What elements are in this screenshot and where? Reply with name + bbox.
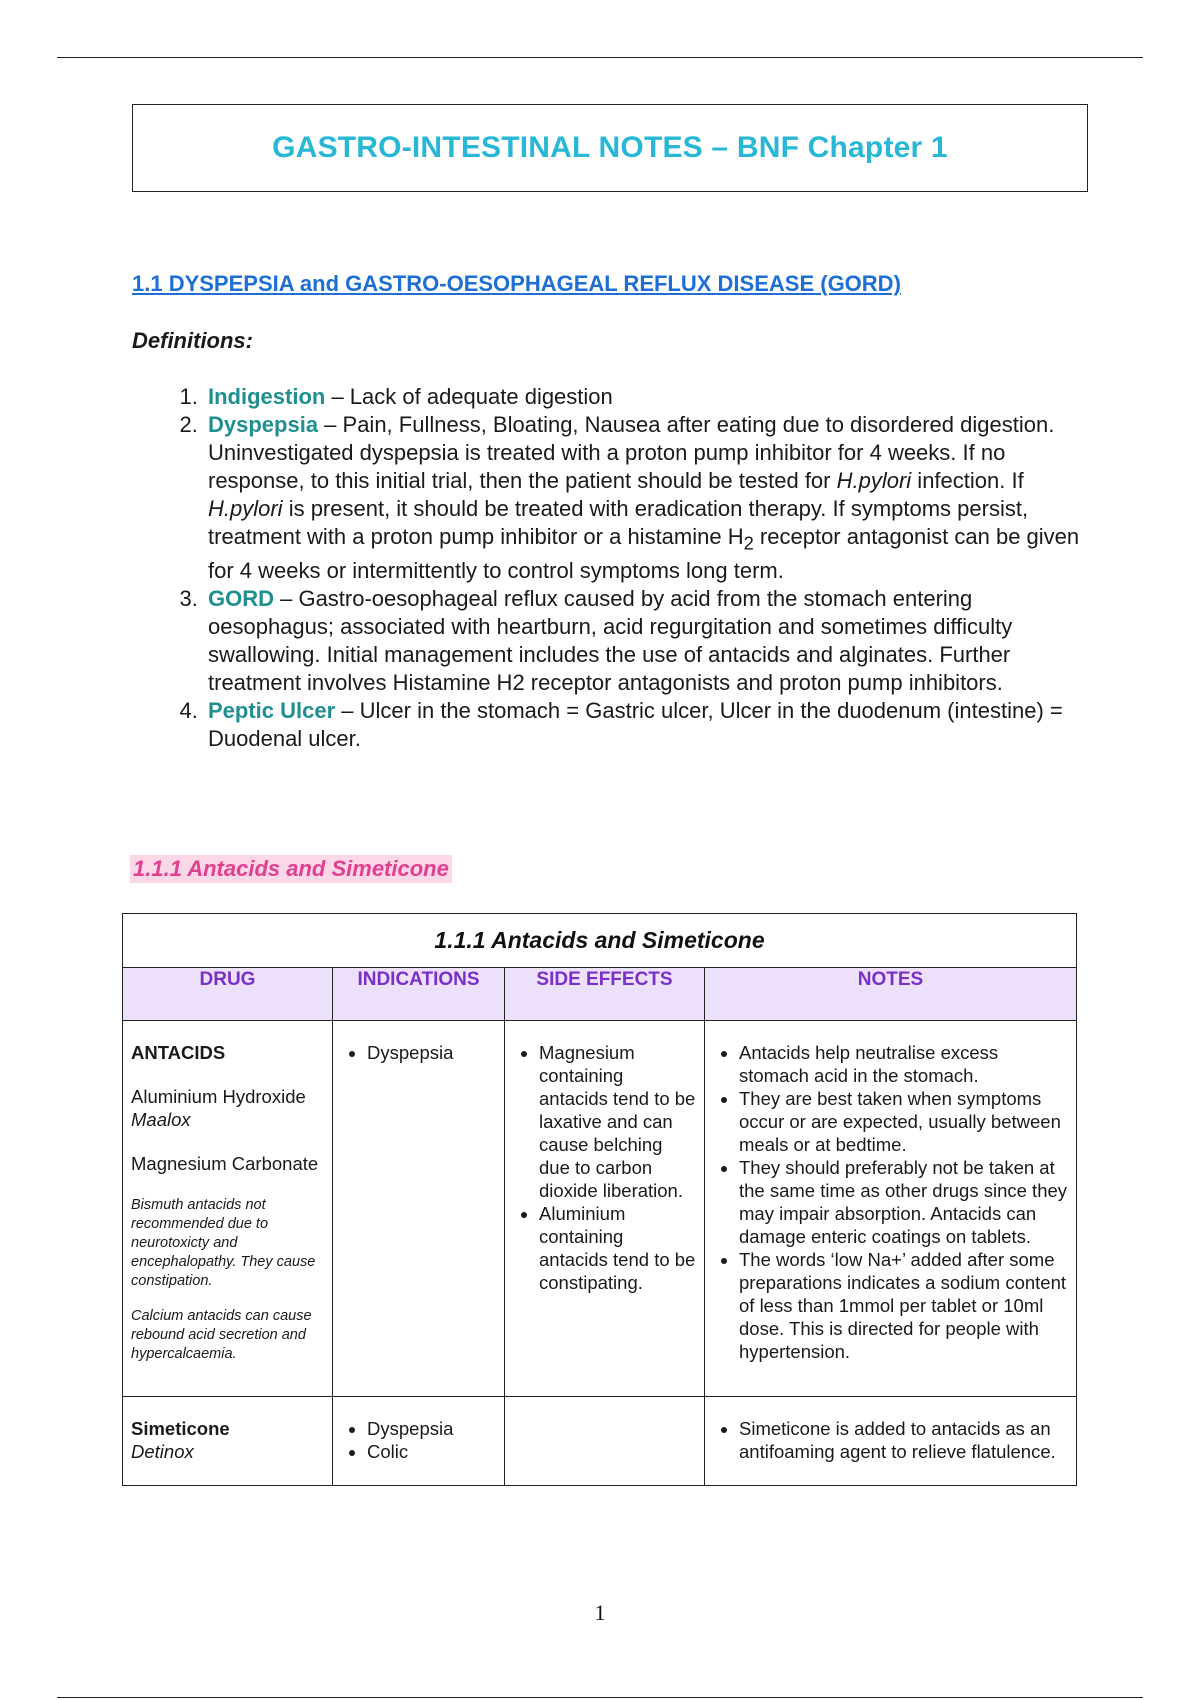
definition-item	[204, 383, 1104, 411]
indication-item: • Colic	[367, 1440, 496, 1463]
notes-cell	[705, 1021, 1077, 1397]
definition-item	[204, 585, 1104, 697]
column-header-notes: NOTES	[705, 968, 1077, 1021]
table-row	[123, 1021, 1077, 1397]
page-number: 1	[594, 1600, 606, 1625]
side-effect-item: • Aluminium containing antacids tend to be constipating.	[539, 1202, 696, 1294]
indication-item: • Dyspepsia	[367, 1417, 496, 1440]
indications-list	[341, 1417, 496, 1463]
definition-term: Indigestion	[208, 384, 326, 409]
definition-text: infection. If	[911, 468, 1024, 493]
table-row	[123, 1397, 1077, 1486]
definition-text: receptor antagonist can be given for 4 weeks or intermittently to control symptoms long term.	[208, 524, 1080, 584]
side-effects-cell	[505, 1397, 705, 1486]
definition-text: is present, it should be treated with eradication therapy. If symptoms persist, treatment with a proton pump inhibitor or a histamine H	[208, 496, 1029, 549]
notes-list	[713, 1041, 1068, 1363]
indications-list	[341, 1041, 496, 1064]
drug-generic-name: Magnesium Carbonate	[131, 1153, 319, 1174]
definition-term: GORD	[208, 586, 274, 612]
definition-text: – Pain, Fullness, Bloating, Nausea after eating due to disordered digestion. Uninvestigated dyspepsia is treated with a proton pump inhibitor for 4 weeks. If no response, to this initial trial, then the patient should be tested for	[208, 412, 1055, 493]
section-heading: 1.1 DYSPEPSIA and GASTRO-OESOPHAGEAL REFLUX DISEASE (GORD)	[132, 271, 901, 296]
note-item: • Simeticone is added to antacids as an antifoaming agent to relieve flatulence.	[739, 1417, 1068, 1463]
indication-item: • Dyspepsia	[367, 1041, 496, 1064]
definition-term: Peptic Ulcer	[208, 698, 336, 724]
definition-text: – Ulcer in the stomach = Gastric ulcer, Ulcer in the duodenum (intestine) = Duodenal ulcer.	[208, 698, 1063, 752]
definition-item	[204, 411, 1104, 585]
drug-generic-name: Aluminium Hydroxide	[131, 1086, 306, 1107]
drug-table	[122, 913, 1077, 1486]
definition-term: Dyspepsia	[208, 412, 319, 437]
definition-item	[204, 697, 1104, 753]
title-box	[132, 104, 1088, 192]
drug-note: Bismuth antacids not recommended due to neurotoxicty and encephalopathy. They cause constipation.	[131, 1197, 316, 1289]
side-effects-list	[513, 1041, 696, 1294]
drug-brand-name: Detinox	[131, 1441, 194, 1462]
note-item: • They are best taken when symptoms occur or are expected, usually between meals or at bedtime.	[739, 1087, 1068, 1156]
definition-text: – Lack of adequate digestion	[325, 384, 613, 409]
subsection-heading: 1.1.1 Antacids and Simeticone	[130, 855, 452, 883]
column-header-drug: DRUG	[123, 968, 333, 1021]
note-item: • Antacids help neutralise excess stomach acid in the stomach.	[739, 1041, 1068, 1087]
column-header-indications: INDICATIONS	[333, 968, 505, 1021]
bottom-rule	[57, 1697, 1143, 1698]
notes-cell	[705, 1397, 1077, 1486]
indications-cell	[333, 1397, 505, 1486]
side-effect-item: • Magnesium containing antacids tend to be laxative and can cause belching due to carbon dioxide liberation.	[539, 1041, 696, 1202]
page-title: GASTRO-INTESTINAL NOTES – BNF Chapter 1	[272, 131, 948, 164]
table-caption: 1.1.1 Antacids and Simeticone	[123, 914, 1077, 968]
note-item: • They should preferably not be taken at the same time as other drugs since they may impair absorption. Antacids can damage enteric coatings on tablets.	[739, 1156, 1068, 1248]
drug-cell	[123, 1397, 333, 1486]
indications-cell	[333, 1021, 505, 1397]
definitions-heading: Definitions:	[132, 328, 253, 353]
drug-brand-name: Maalox	[131, 1109, 191, 1130]
definitions-list	[166, 383, 1104, 753]
drug-entry	[131, 1085, 324, 1131]
definition-italic: H.pylori	[836, 468, 912, 493]
drug-name: Simeticone	[131, 1418, 230, 1439]
drug-cell	[123, 1021, 333, 1397]
definition-italic: H.pylori	[208, 496, 283, 521]
top-rule	[57, 57, 1143, 58]
definition-text: – Gastro-oesophageal reflux caused by acid from the stomach entering oesophagus; associated with heartburn, acid regurgitation and sometimes difficulty swallowing. Initial management includes the use of antacids and alginates. Further treatment involves Histamine H2 receptor antagonists and proton pump inhibitors.	[208, 586, 1013, 696]
note-item: • The words ‘low Na+’ added after some preparations indicates a sodium content of less than 1mmol per tablet or 10ml dose. This is directed for people with hypertension.	[739, 1248, 1068, 1363]
drug-name: ANTACIDS	[131, 1042, 226, 1063]
column-header-side-effects: SIDE EFFECTS	[505, 968, 705, 1021]
notes-list	[713, 1417, 1068, 1463]
definition-subscript: 2	[743, 532, 754, 554]
drug-note: Calcium antacids can cause rebound acid secretion and hypercalcaemia.	[131, 1308, 312, 1362]
side-effects-cell	[505, 1021, 705, 1397]
